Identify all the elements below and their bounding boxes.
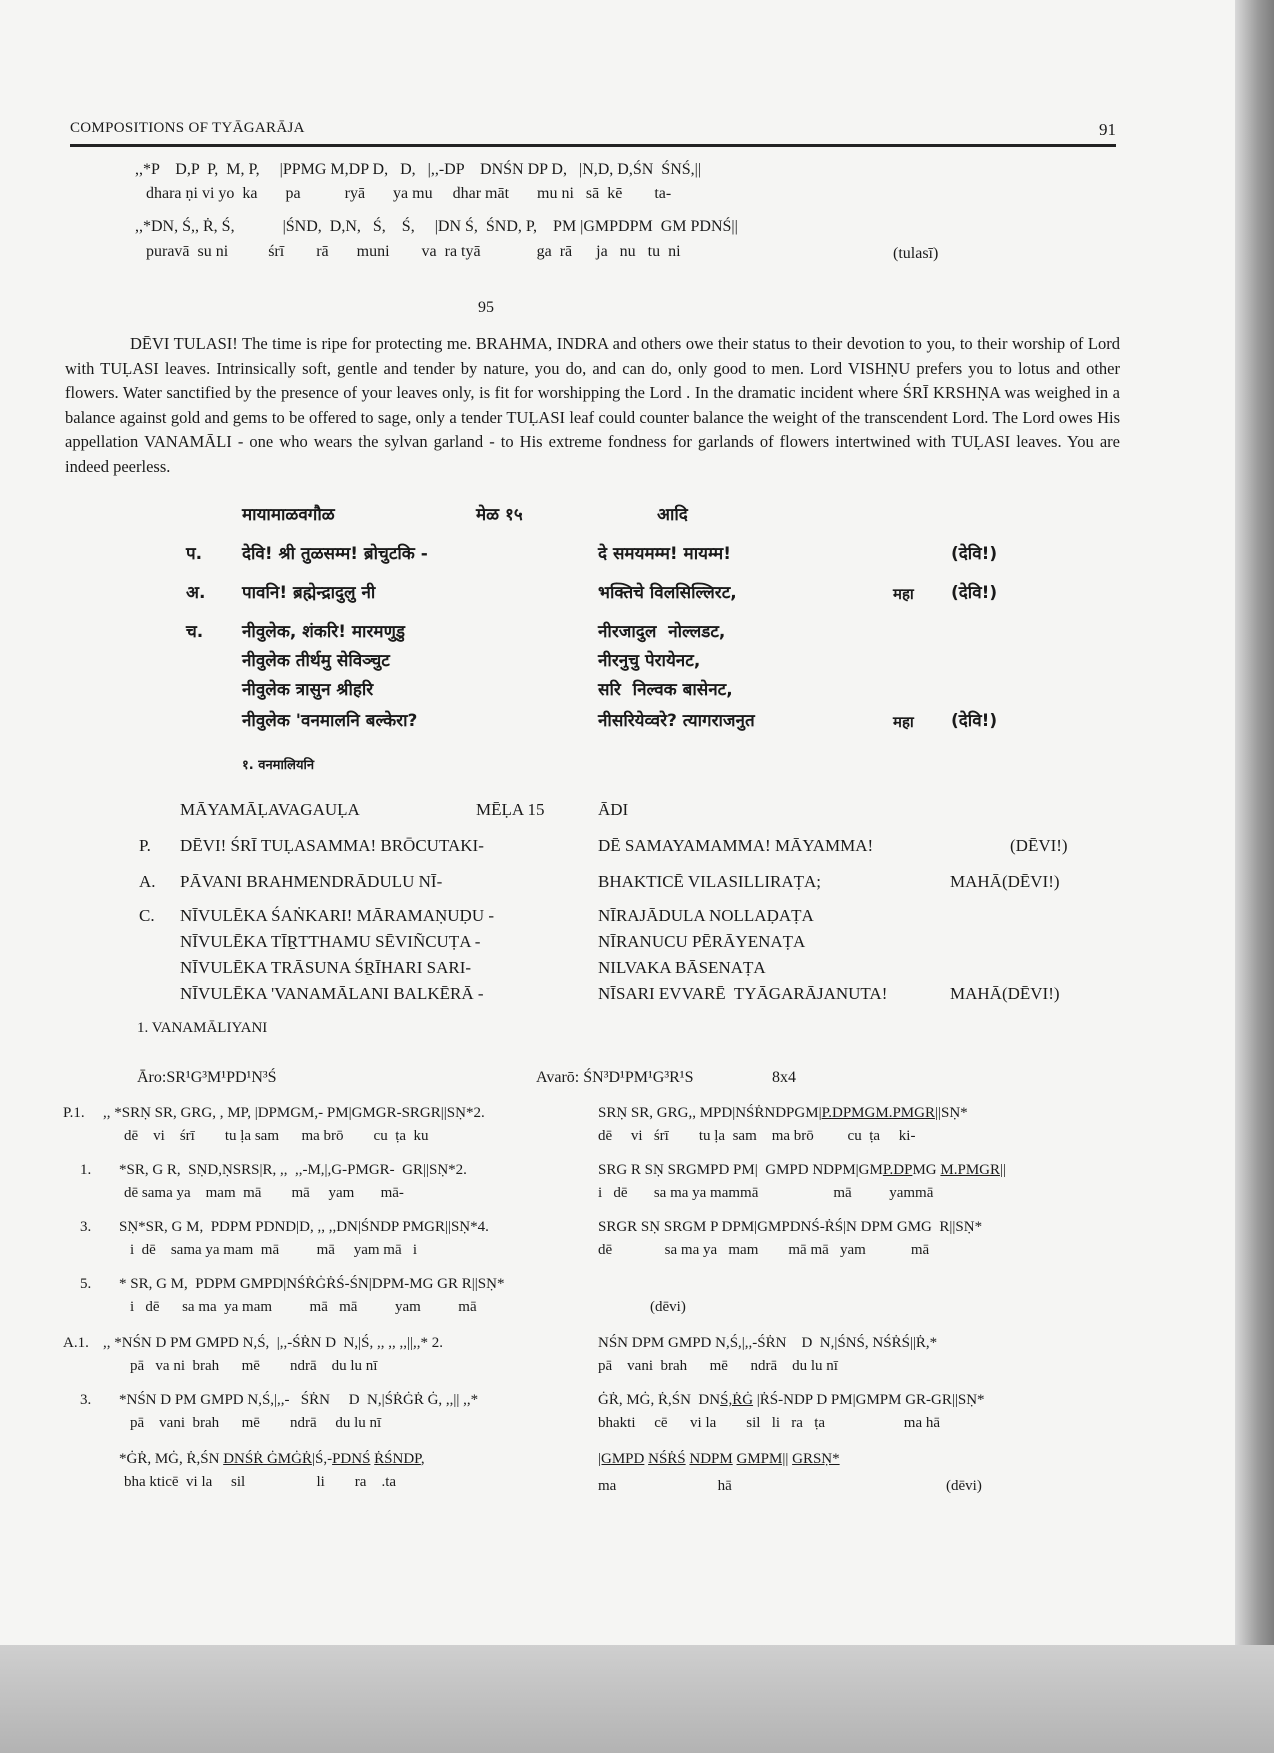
section-mark: च. — [186, 622, 204, 642]
charanam-line: NĪVULĒKA ŚAṄKARI! MĀRAMAṆUḌU - — [180, 906, 495, 925]
notation-fragment: ĠṘ, MĠ, Ṙ,ŚN DN — [598, 1392, 721, 1408]
notation-right — [598, 1449, 840, 1469]
book-spine-shadow — [1235, 0, 1274, 1645]
avarohanam: Avarō: ŚN³D¹PM¹G³R¹S — [536, 1069, 694, 1086]
notation-underlined: NŚṘŚ — [648, 1451, 686, 1467]
charanam-line: NĪVULĒKA TĪṞTTHAMU SĒVIÑCUṬA - — [180, 932, 481, 951]
charanam-line-right: नीसरियेव्वरे? त्यागराजनुत — [598, 711, 755, 731]
notation-underlined: |GMPD — [598, 1451, 645, 1467]
anupallavi-left: PĀVANI BRAHMENDRĀDULU NĪ- — [180, 872, 443, 891]
row-mark: 1. — [80, 1162, 92, 1178]
section-mark: P. — [139, 836, 151, 855]
charanam-line-right: NĪRANUCU PĒRĀYENAṬA — [598, 932, 806, 951]
notation-fragment: SRG R SṆ SRGMPD PM| GMPD NDPM|GM — [598, 1162, 883, 1178]
lyrics-right: (dēvi) — [650, 1299, 686, 1315]
maha-marker: महा — [893, 713, 914, 731]
notation-line: ,,*DN, Ś,, Ṙ, Ś, |ŚND, D,N, Ś, Ś, |DN Ś, ŚND, P, PM |GMPDPM GM PDNŚ|| — [135, 218, 738, 235]
section-mark: प. — [186, 544, 203, 564]
paragraph-text: DĒVI TULASI! The time is ripe for protecting me. BRAHMA, INDRA and others owe their status to their devotion to you, to their worship of Lord with TUḶASI leaves. Intrinsically soft, gentle and tender by nature, you do, and can do, only good to men. Lord VISHṆU prefers you to lotus and other flowers. Water sanctified by the presence of your leaves only, is fit for worshipping the Lord . In the dramatic incident where ŚRĪ KRSHṆA was weighed in a balance against gold and gems to be offered to sage, only a tender TUḶASI leaf could counter balance the weight of the transcendent Lord. The Lord owes His appellation VANAMĀLI - one who wears the sylvan garland - to His extreme fondness for garlands of flowers intertwined with TUḶASI leaves. You are indeed peerless. — [65, 334, 1120, 476]
anupallavi-right: भक्तिचे विलसिल्लिरट, — [598, 583, 737, 603]
section-mark: A. — [139, 872, 156, 891]
notation-left: * SR, G M, PDPM GMPD|NŚṘĠṘŚ-ŚN|DPM-MG GR R||SṆ* — [119, 1276, 505, 1292]
notation-right — [598, 1390, 985, 1410]
notation-underlined: GRSṆ* — [792, 1451, 840, 1467]
charanam-line: NĪVULĒKA TRĀSUNA ŚṞĪHARI SARI- — [180, 958, 472, 977]
notation-fragment: ||SṆ* — [934, 1105, 968, 1121]
page-header — [70, 120, 1116, 150]
row-mark: 3. — [80, 1219, 92, 1235]
lyrics-right: pā vani brah mē ndrā du lu nī — [598, 1358, 838, 1374]
notation-fragment: SRṆ SR, GRG,, MPD|NŚṘNDPGM| — [598, 1105, 822, 1121]
mela-devanagari: मेळ १५ — [476, 505, 523, 525]
pallavi-end: (देवि!) — [951, 544, 998, 564]
raga-name: MĀYAMĀḶAVAGAUḶA — [180, 800, 360, 819]
row-mark: P.1. — [63, 1105, 85, 1121]
notation-underlined: GMPM|| — [736, 1451, 789, 1467]
notation-underlined: DNŚṘ ĠMĠṘ — [223, 1451, 312, 1467]
lyrics-left: pā vani brah mē ndrā du lu nī — [130, 1415, 382, 1431]
header-rule — [70, 144, 1116, 147]
notation-left: ,, *SRṆ SR, GRG, , MP, |DPMGM,- PM|GMGR-SRGR||SṆ*2. — [103, 1105, 485, 1121]
notation-fragment: MG — [912, 1162, 941, 1178]
pallavi-left: देवि! श्री तुळसम्म! ब्रोचुटकि - — [242, 544, 428, 564]
arohanam: Āro:SR¹G³M¹PD¹N³Ś — [137, 1069, 277, 1086]
pallavi-end: (DĒVI!) — [1010, 836, 1068, 855]
notation-right — [598, 1103, 968, 1123]
song-number: 95 — [478, 299, 494, 316]
charanam-line: नीवुलेक 'वनमालनि बल्केरा? — [242, 711, 418, 731]
lyrics-end: (dēvi) — [946, 1478, 982, 1494]
notation-left: ,, *NŚN D PM GMPD N,Ś, |,,-ŚṘN D N,|Ś, ,, ,, ,,||,,* 2. — [103, 1335, 443, 1351]
charanam-line-right: NĪSARI EVVARĒ TYĀGARĀJANUTA! — [598, 984, 888, 1003]
page-number: 91 — [1099, 120, 1116, 139]
pallavi-left: DĒVI! ŚRĪ TUḶASAMMA! BRŌCUTAKI- — [180, 836, 484, 855]
notation-underlined: PDNŚ — [332, 1451, 371, 1467]
lyrics-line: dhara ṇi vi yo ka pa ryā ya mu dhar māt mu ni sā kē ta- — [146, 185, 672, 202]
lyrics-left: dē sama ya mam mā mā yam mā- — [124, 1185, 404, 1201]
notation-fragment: |ṘŚ-NDP D PM|GMPM GR-GR||SṆ* — [753, 1392, 985, 1408]
lyrics-end: (tulasī) — [893, 245, 939, 262]
notation-underlined: P.DP — [882, 1162, 913, 1178]
charanam-line-right: NĪRAJĀDULA NOLLAḌAṬA — [598, 906, 814, 925]
maha-marker: महा — [893, 585, 914, 603]
lyrics-left: i dē sama ya mam mā mā yam mā i — [130, 1242, 418, 1258]
running-title: COMPOSITIONS OF TYĀGARĀJA — [70, 120, 305, 136]
notation-right — [598, 1160, 1006, 1180]
charanam-line: नीवुलेक तीर्थमु सेविञ्चुट — [242, 651, 390, 671]
lyrics-left: bha kticē vi la sil li ra .ta — [124, 1474, 397, 1490]
charanam-line-right: NILVAKA BĀSENAṬA — [598, 958, 766, 977]
lyrics-right: dē sa ma ya mam mā mā yam mā — [598, 1242, 930, 1258]
charanam-line: नीवुलेक त्रासुन श्रीहरि — [242, 680, 374, 700]
raga-name-devanagari: मायामाळवगौळ — [242, 505, 335, 525]
notation-underlined: NDPM — [689, 1451, 733, 1467]
tala-devanagari: आदि — [657, 505, 688, 525]
notation-left — [119, 1449, 425, 1469]
section-mark: C. — [139, 906, 155, 925]
pallavi-right: दे समयमम्म! मायम्म! — [598, 544, 731, 564]
lyrics-right: dē vi śrī tu ḷa sam ma brō cu ṭa ki- — [598, 1128, 916, 1144]
row-mark: 5. — [80, 1276, 92, 1292]
charanam-line-right: नीरजादुल नोल्लडट, — [598, 622, 726, 642]
lyrics-right: i dē sa ma ya mammā mā yammā — [598, 1185, 934, 1201]
notation-right: SRGR SṆ SRGM P DPM|GMPDNŚ-ṘŚ|N DPM GMG R||SṆ* — [598, 1219, 983, 1235]
lyrics-left: i dē sa ma ya mam mā mā yam mā — [130, 1299, 477, 1315]
notation-left: *SR, G R, SṆD,ṆSRS|R, ,, ,,-M,|,G-PMGR- GR||SṆ*2. — [119, 1162, 467, 1178]
footnote-devanagari: १. वनमालियनि — [242, 758, 315, 773]
lyrics-right: ma hā — [598, 1478, 732, 1494]
notation-underlined: Ś,ṘĠ — [720, 1392, 754, 1408]
charanam-end: MAHĀ(DĒVI!) — [950, 984, 1060, 1003]
anupallavi-left: पावनि! ब्रह्मेन्द्रादुलु नी — [242, 583, 376, 603]
footnote: 1. VANAMĀLIYANI — [137, 1020, 268, 1036]
mela: MĒḶA 15 — [476, 800, 545, 819]
notation-underlined: ṘŚNDP — [374, 1451, 421, 1467]
tala: ĀDI — [598, 800, 629, 819]
pallavi-right: DĒ SAMAYAMAMMA! MĀYAMMA! — [598, 836, 874, 855]
notation-line: ,,*P D,P P, M, P, |PPMG M,DP D, D, |,,-DP DNŚN DP D, |N,D, D,ŚN ŚNŚ,|| — [135, 161, 702, 178]
lyrics-line: puravā su ni śrī rā muni va ra tyā ga rā ja nu tu ni — [146, 243, 681, 260]
charanam-line: NĪVULĒKA 'VANAMĀLANI BALKĒRĀ - — [180, 984, 484, 1003]
meaning-paragraph — [65, 332, 1120, 480]
charanam-end: (देवि!) — [951, 711, 998, 731]
notation-underlined: P.DPMGM.PMGR — [821, 1105, 935, 1121]
notation-underlined: M.PMGR — [940, 1162, 1000, 1178]
lyrics-left: pā va ni brah mē ndrā du lu nī — [130, 1358, 378, 1374]
anupallavi-end: MAHĀ(DĒVI!) — [950, 872, 1060, 891]
anupallavi-right: BHAKTICĒ VILASILLIRAṬA; — [598, 872, 822, 891]
section-mark: अ. — [186, 583, 206, 603]
charanam-line-right: सरि निल्वक बासेनट, — [598, 680, 733, 700]
notation-left: *NŚN D PM GMPD N,Ś,|,,- ŚṘN D N,|ŚṘĠṘ Ġ, ,,|| ,,* — [119, 1392, 479, 1408]
row-mark: 3. — [80, 1392, 92, 1408]
charanam-line: नीवुलेक, शंकरि! मारमणुडु — [242, 622, 405, 642]
notation-fragment: , — [420, 1451, 425, 1467]
notation-right: NŚN DPM GMPD N,Ś,|,,-ŚṘN D N,|ŚNŚ, NŚṘŚ||Ṙ,* — [598, 1335, 938, 1351]
notation-fragment: || — [1000, 1162, 1007, 1178]
notation-left: SṆ*SR, G M, PDPM PDND|D, ,, ,,DN|ŚNDP PMGR||SṆ*4. — [119, 1219, 489, 1235]
lyrics-left: dē vi śrī tu ḷa sam ma brō cu ṭa ku — [124, 1128, 429, 1144]
scan-background — [0, 1645, 1274, 1753]
row-mark: A.1. — [63, 1335, 89, 1351]
anupallavi-end: (देवि!) — [951, 583, 998, 603]
notation-fragment: *ĠṘ, MĠ, Ṙ,ŚN — [119, 1451, 224, 1467]
lyrics-right: bhakti cē vi la sil li ra ṭa ma hā — [598, 1415, 941, 1431]
charanam-line-right: नीरनुचु पेरायेनट, — [598, 651, 701, 671]
beat-count: 8x4 — [772, 1069, 796, 1086]
notation-fragment: |Ś,- — [311, 1451, 333, 1467]
